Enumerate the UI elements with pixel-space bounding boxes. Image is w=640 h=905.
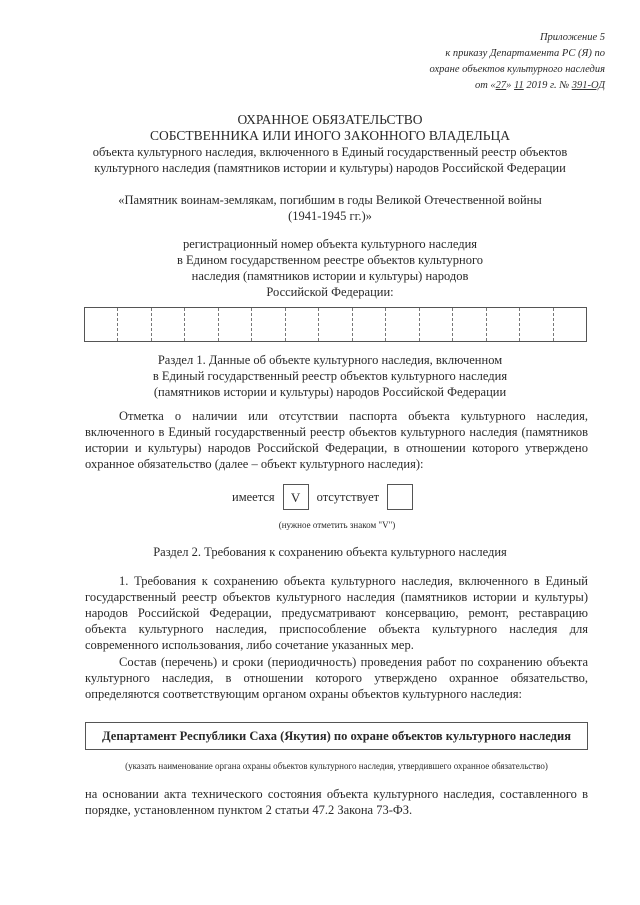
organization-field[interactable]: Департамент Республики Саха (Якутия) по охране объектов культурного наследия [85, 722, 588, 750]
date-mid: » [506, 80, 512, 91]
reg-digit-cell[interactable] [219, 308, 252, 341]
reg-digit-cell[interactable] [118, 308, 151, 341]
object-name [60, 192, 600, 224]
annex-block [400, 30, 605, 94]
basis-text: на основании акта технического состояния объекта культурного наследия, составленного в порядке, установленном пунктом 2 статьи 47.2 Закона 73-ФЗ. [85, 787, 588, 817]
date-year: 2019 г. № [526, 80, 570, 91]
order-number: 391-ОД [571, 80, 605, 91]
title-line-3: объекта культурного наследия, включенного в Единый государственный реестр объектов [92, 145, 568, 159]
date-day: 27 [495, 80, 507, 91]
title-line-4: культурного наследия (памятников истории и культуры) народов Российской Федерации [94, 161, 566, 175]
date-month: 11 [514, 80, 524, 91]
basis-paragraph [85, 786, 588, 818]
passport-paragraph [85, 408, 588, 472]
composition-text: Состав (перечень) и сроки (периодичность) проведения работ по сохранению объекта культурного наследия, в отношении которого утверждено охранное обязательство, определяются соответствующим органом охраны объектов культурного наследия: [85, 655, 588, 701]
reg-digit-cell[interactable] [286, 308, 319, 341]
section-2-heading: Раздел 2. Требования к сохранению объекта культурного наследия [153, 545, 507, 559]
reg-digit-cell[interactable] [319, 308, 352, 341]
absent-checkbox[interactable] [387, 484, 413, 510]
date-prefix: от « [474, 80, 496, 91]
reg-number-caption [60, 236, 600, 300]
passport-hint: (нужное отметить знаком "V") [278, 520, 396, 530]
reg-digit-cell[interactable] [520, 308, 553, 341]
section-1-line-1: Раздел 1. Данные об объекте культурного наследия, включенном [157, 353, 503, 367]
section-1-line-2: в Единый государственный реестр объектов культурного наследия [152, 369, 508, 383]
reg-digit-cell[interactable] [152, 308, 185, 341]
section-1-line-3: (памятников истории и культуры) народов Российской Федерации [153, 385, 507, 399]
object-name-line-1: «Памятник воинам-землякам, погибшим в годы Великой Отечественной войны [118, 193, 542, 207]
organization-hint: (указать наименование органа охраны объектов культурного наследия, утвердившего охранное обязательство) [125, 761, 548, 771]
reg-line-4: Российской Федерации: [266, 285, 394, 299]
reg-line-3: наследия (памятников истории и культуры) народов [191, 269, 469, 283]
section-1-heading [60, 352, 600, 400]
reg-digit-cell[interactable] [420, 308, 453, 341]
has-checkbox[interactable]: V [283, 484, 309, 510]
title-line-2: СОБСТВЕННИКА ИЛИ ИНОГО ЗАКОННОГО ВЛАДЕЛЬЦА [149, 128, 510, 143]
requirements-paragraph [85, 573, 588, 653]
reg-digit-cell[interactable] [252, 308, 285, 341]
passport-text: Отметка о наличии или отсутствии паспорта объекта культурного наследия, включенного в Единый государственный реестр объектов культурного наследия (памятников истории и культуры) народов Российской Федерации, в отношении которого утверждено охранное обязательство (далее – объект культурного наследия): [85, 409, 588, 471]
reg-digit-cell[interactable] [453, 308, 486, 341]
reg-line-2: в Едином государственном реестре объектов культурного [176, 253, 484, 267]
passport-options [232, 482, 452, 512]
reg-digit-cell[interactable] [185, 308, 218, 341]
reg-digit-cell[interactable] [85, 308, 118, 341]
document-title [60, 112, 600, 176]
object-name-line-2: (1941-1945 гг.)» [288, 209, 372, 223]
composition-paragraph [85, 654, 588, 702]
reg-digit-cell[interactable] [353, 308, 386, 341]
reg-digit-cell[interactable] [386, 308, 419, 341]
annex-line-1: Приложение 5 [539, 32, 605, 43]
has-label: имеется [232, 490, 275, 504]
annex-line-2: к приказу Департамента РС (Я) по [445, 48, 605, 59]
annex-date-line [400, 78, 605, 94]
reg-digit-cell[interactable] [487, 308, 520, 341]
reg-number-grid [84, 307, 587, 342]
title-line-1: ОХРАННОЕ ОБЯЗАТЕЛЬСТВО [237, 112, 423, 127]
reg-digit-cell[interactable] [554, 308, 586, 341]
reg-line-1: регистрационный номер объекта культурного наследия [182, 237, 478, 251]
absent-label: отсутствует [316, 490, 380, 504]
requirements-text: 1. Требования к сохранению объекта культурного наследия, включенного в Единый государственный реестр объектов культурного наследия (памятников истории и культуры) народов Российской Федерации, предусматривают консервацию, ремонт, реставрацию объекта культурного наследия, приспособление объекта культурного наследия для современного использования, либо сочетание указанных мер. [85, 574, 588, 652]
annex-line-3: охране объектов культурного наследия [429, 64, 605, 75]
